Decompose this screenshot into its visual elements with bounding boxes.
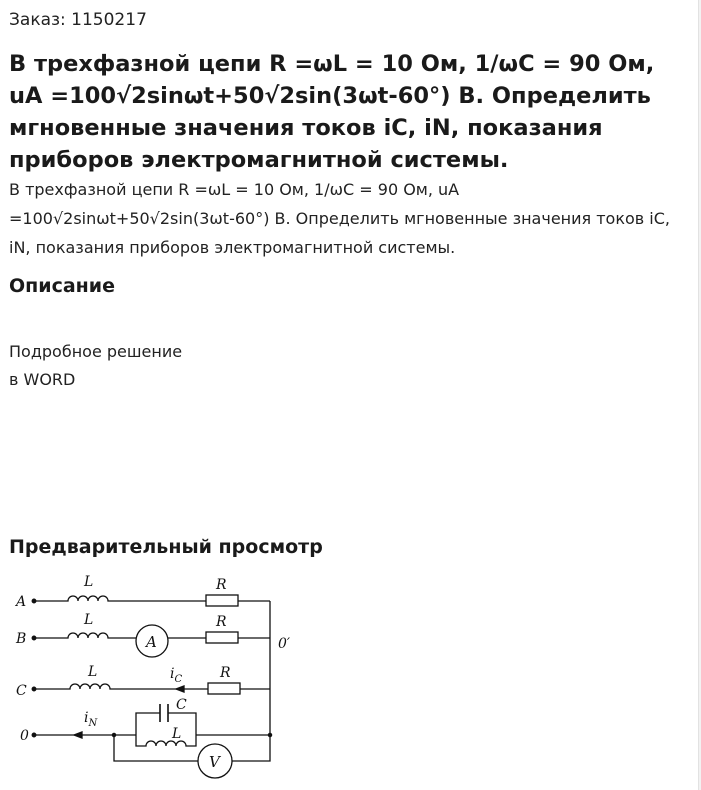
inductor-c-label: L	[88, 664, 98, 680]
voltmeter-leads	[114, 735, 270, 761]
capacitor	[160, 704, 168, 722]
phase-a-label: A	[16, 594, 27, 610]
inductor-a-label: L	[84, 574, 94, 590]
ammeter-label: A	[146, 633, 157, 651]
terminal-a	[32, 599, 36, 603]
current-c-label: $i_C$	[170, 666, 183, 685]
capacitor-label: C	[176, 697, 187, 713]
inductor-a	[36, 596, 206, 601]
neutral-label: 0	[20, 728, 29, 744]
inductor-b-label: L	[84, 612, 94, 628]
current-n-label: $i_N$	[84, 710, 98, 729]
solution-note	[9, 338, 182, 394]
resistor-b	[206, 632, 238, 643]
inductor-b	[36, 633, 136, 638]
order-number: Заказ: 1150217	[9, 10, 147, 30]
inductor-n	[136, 735, 196, 746]
terminal-c	[32, 687, 36, 691]
solution-line-2: в WORD	[9, 370, 76, 389]
current-c-arrow	[176, 686, 184, 692]
voltmeter-label: V	[209, 753, 220, 771]
terminal-b	[32, 636, 36, 640]
current-n-arrow	[74, 732, 82, 738]
description-heading: Описание	[9, 275, 116, 297]
page-title: В трехфазной цепи R =ωL = 10 Ом, 1/ωС = 90 Ом, uA =100√2sinωt+50√2sin(3ωt-60°) В. Определить мгновенные значения токов iC, iN, показания приборов электромагнитной системы.	[9, 51, 655, 173]
resistor-b-label: R	[216, 614, 227, 630]
capacitor-branch	[136, 713, 196, 735]
resistor-a-label: R	[216, 577, 227, 593]
phase-b-label: B	[16, 631, 27, 647]
terminal-0	[32, 733, 36, 737]
task-description: В трехфазной цепи R =ωL = 10 Ом, 1/ωС = 90 Ом, uA =100√2sinωt+50√2sin(3ωt-60°) В. Определить мгновенные значения токов iC, iN, показания приборов электромагнитной системы.	[9, 180, 671, 257]
neutral-point-label: 0′	[278, 636, 291, 652]
resistor-c	[208, 683, 240, 694]
solution-line-1: Подробное решение	[9, 342, 183, 361]
phase-c-label: C	[16, 683, 27, 699]
resistor-a	[206, 595, 238, 606]
circuit-diagram	[0, 565, 330, 780]
resistor-c-label: R	[220, 665, 231, 681]
inductor-n-label: L	[172, 726, 182, 742]
preview-heading: Предварительный просмотр	[9, 536, 323, 558]
